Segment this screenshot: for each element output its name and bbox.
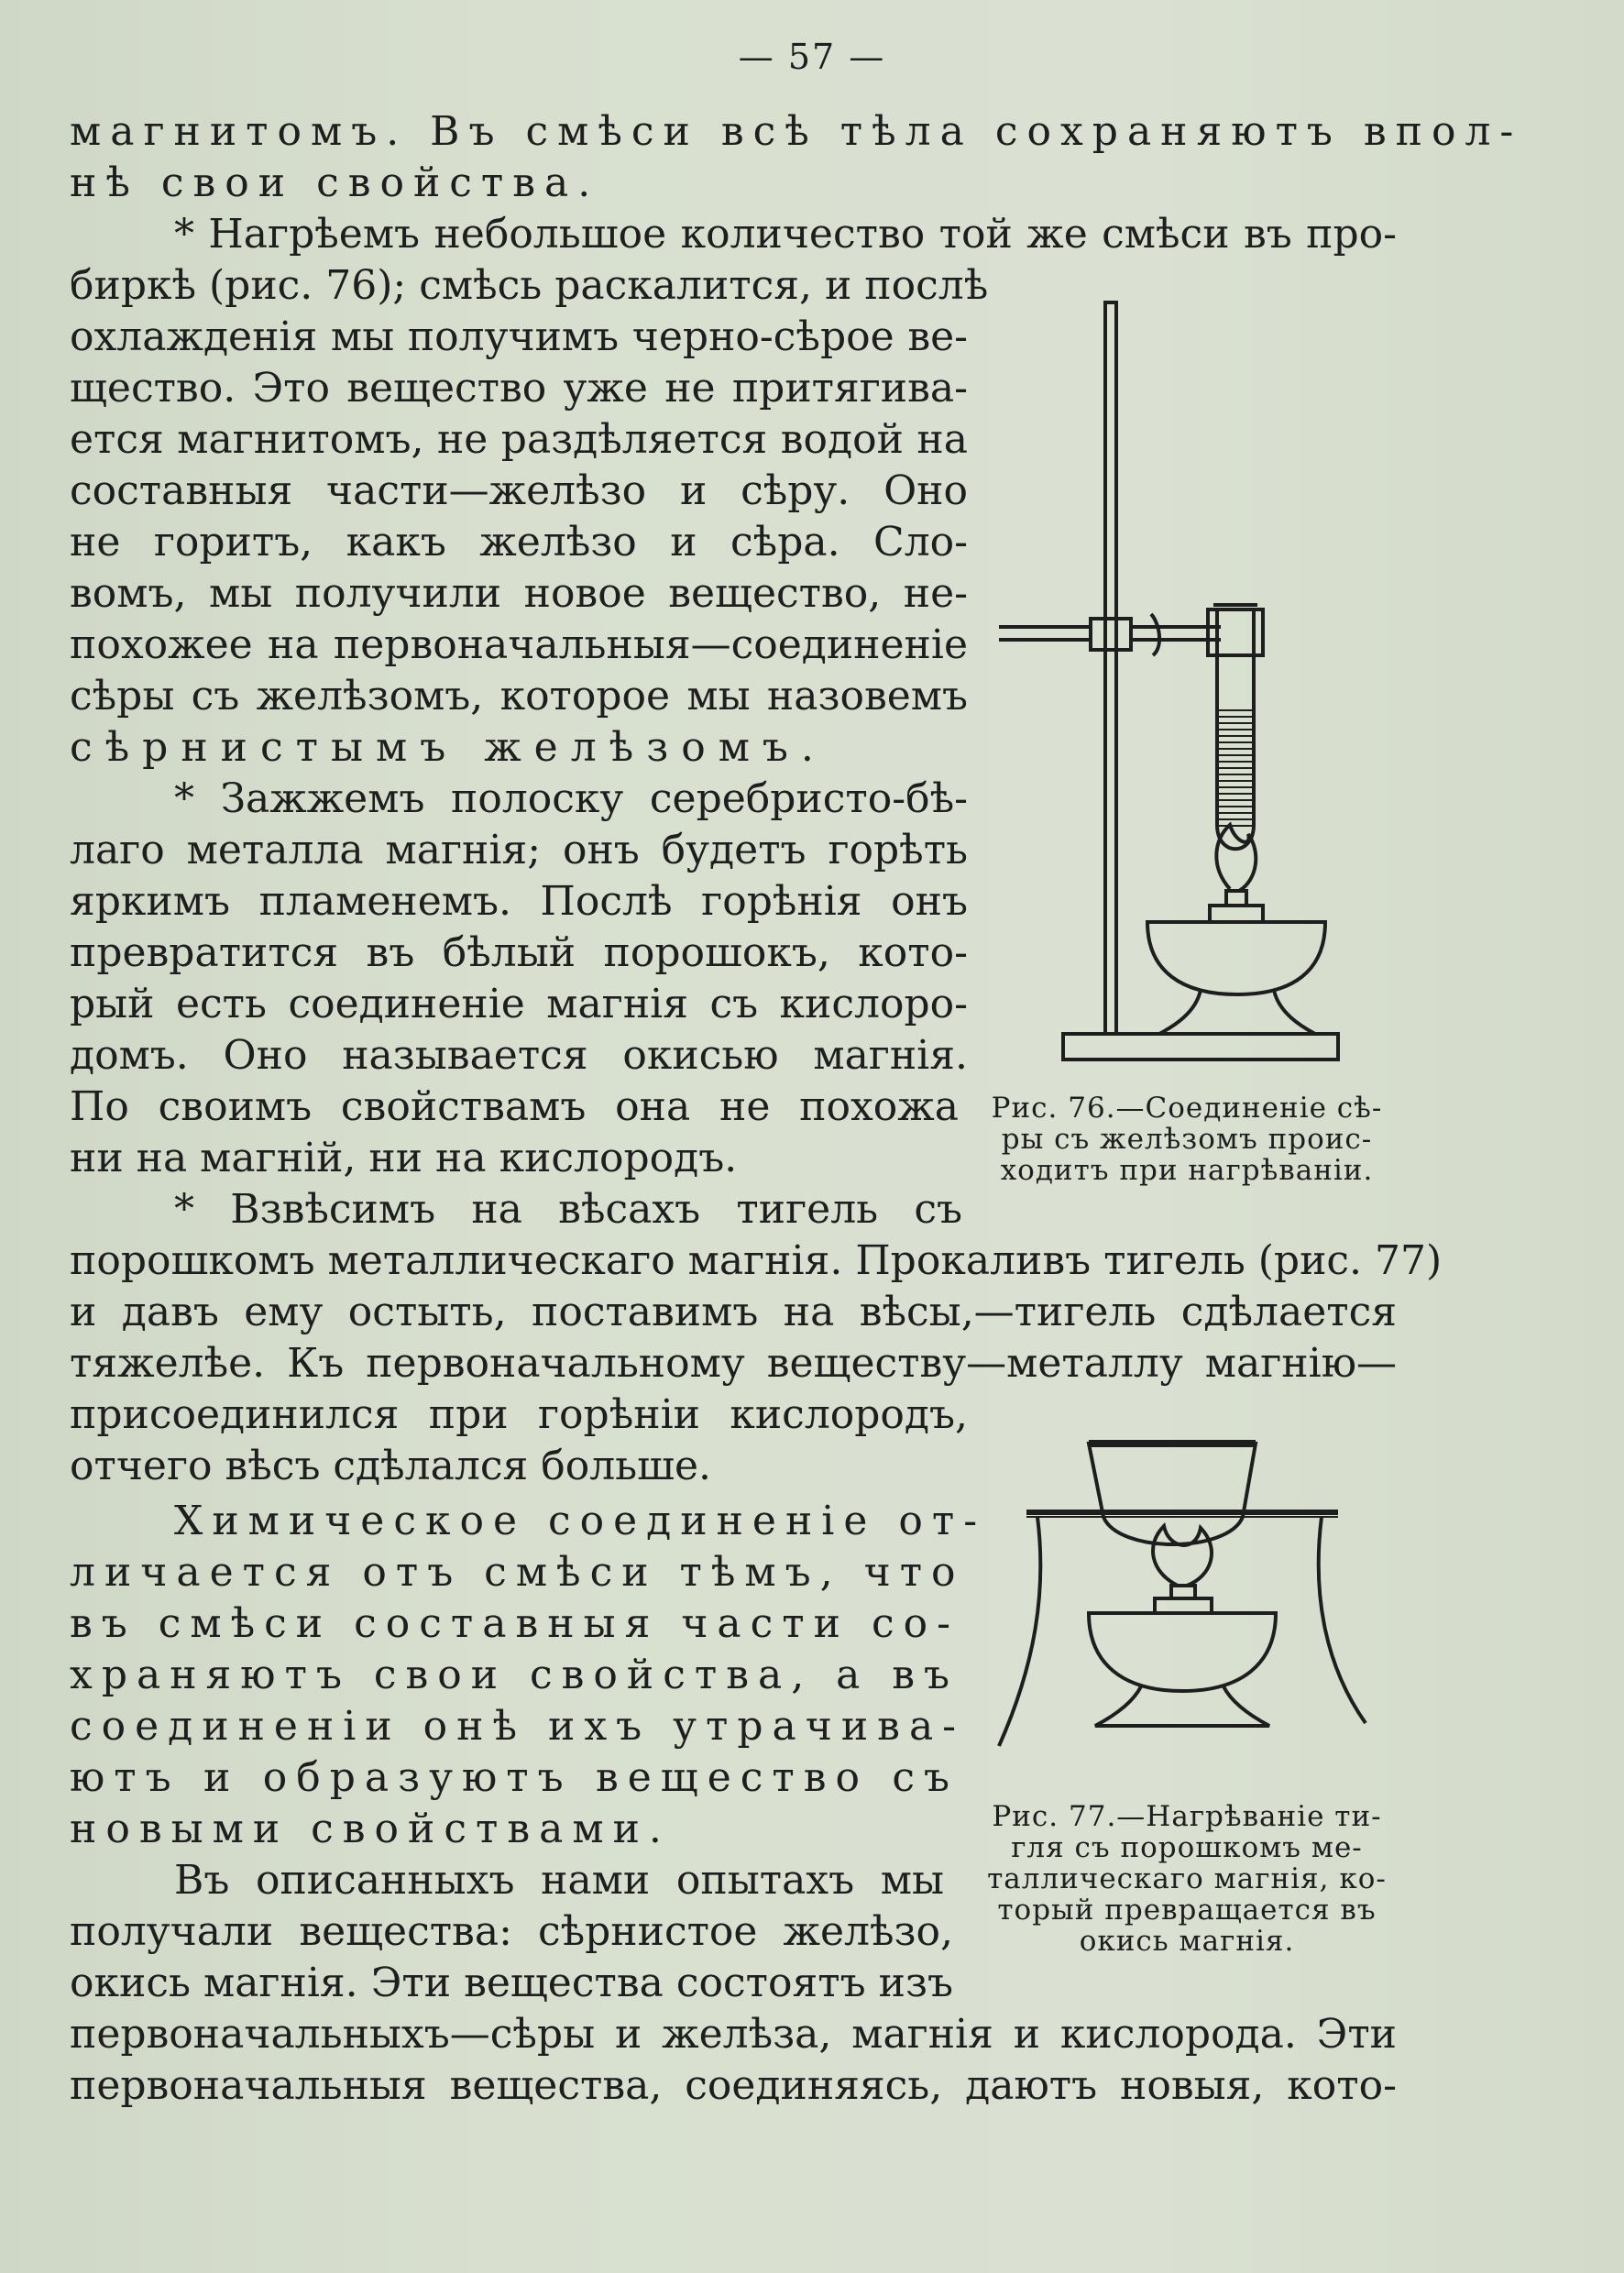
text-line: * Нагрѣемъ небольшое количество той же смѣси въ про- xyxy=(174,211,1397,258)
text-line: присоединился при горѣніи кислородъ, xyxy=(70,1391,968,1438)
text-line: яркимъ пламенемъ. Послѣ горѣнія онъ xyxy=(70,878,968,925)
figure-76-illustration xyxy=(990,293,1375,1072)
text-line: получали вещества: сѣрнистое желѣзо, xyxy=(70,1908,953,1955)
text-line: превратится въ бѣлый порошокъ, кото- xyxy=(70,929,968,976)
text-line: похожее на первоначальныя—соединеніе xyxy=(70,621,968,668)
text-line: составныя части—желѣзо и сѣру. Оно xyxy=(70,467,968,514)
figure-76-caption-line: ходитъ при нагрѣваніи. xyxy=(1000,1154,1374,1187)
text-line: не горитъ, какъ желѣзо и сѣра. Сло- xyxy=(70,519,968,566)
text-line: ни на магній, ни на кислородъ. xyxy=(70,1135,738,1181)
text-line: сѣрнистымъ желѣзомъ. xyxy=(70,724,827,771)
figure-77-caption-line: торый превращается въ xyxy=(997,1894,1377,1927)
figure-77-caption-line: гля съ порошкомъ ме- xyxy=(1011,1831,1363,1864)
figure-77-caption-line: Рис. 77.—Нагрѣваніе ти- xyxy=(992,1800,1382,1833)
page-number: — 57 — xyxy=(738,37,886,77)
figure-76-caption-line: ры съ желѣзомъ проис- xyxy=(1001,1123,1373,1156)
figure-76-caption-line: Рис. 76.—Соединеніе сѣ- xyxy=(991,1092,1383,1125)
text-line: магнитомъ. Въ смѣси всѣ тѣла сохраняютъ впол- xyxy=(70,108,1523,155)
text-line: рый есть соединеніе магнія съ кислоро- xyxy=(70,981,968,1027)
text-line: * Взвѣсимъ на вѣсахъ тигель съ xyxy=(174,1186,962,1233)
text-line: отчего вѣсъ сдѣлался больше. xyxy=(70,1443,712,1489)
text-line: первоначальныя вещества, соединяясь, даютъ новыя, кото- xyxy=(70,2062,1397,2109)
figure-77-caption-line: окись магнія. xyxy=(1079,1925,1295,1958)
text-line: первоначальныхъ—сѣры и желѣза, магнія и кислорода. Эти xyxy=(70,2011,1397,2058)
text-line: ется магнитомъ, не раздѣляется водой на xyxy=(70,416,968,463)
text-line: личается отъ смѣси тѣмъ, что xyxy=(70,1549,965,1596)
text-line: соединеніи онѣ ихъ утрачива- xyxy=(70,1703,966,1750)
text-line: порошкомъ металлическаго магнія. Прокаливъ тигель (рис. 77) xyxy=(70,1237,1443,1284)
text-line: Химическое соединеніе от- xyxy=(174,1498,987,1544)
text-line: и давъ ему остыть, поставимъ на вѣсы,—тигель сдѣлается xyxy=(70,1289,1397,1335)
text-line: Въ описанныхъ нами опытахъ мы xyxy=(174,1857,944,1904)
figure-77-illustration xyxy=(981,1425,1384,1764)
text-line: въ смѣси составныя части со- xyxy=(70,1600,960,1647)
text-line: лаго металла магнія; онъ будетъ горѣть xyxy=(70,827,968,873)
text-line: щество. Это вещество уже не притягива- xyxy=(70,365,968,412)
text-line: ютъ и образуютъ вещество съ xyxy=(70,1754,959,1801)
text-line: домъ. Оно называется окисью магнія. xyxy=(70,1032,968,1079)
text-line: окись магнія. Эти вещества состоятъ изъ xyxy=(70,1960,953,2006)
text-line: нѣ свои свойства. xyxy=(70,159,600,206)
text-line: новыми свойствами. xyxy=(70,1806,671,1852)
text-line: По своимъ свойствамъ она не похожа xyxy=(70,1083,959,1130)
text-line: тяжелѣе. Къ первоначальному веществу—металлу магнію— xyxy=(70,1340,1397,1387)
text-line: * Зажжемъ полоску серебристо-бѣ- xyxy=(174,775,968,822)
text-line: храняютъ свои свойства, а въ xyxy=(70,1652,959,1698)
text-line: охлажденія мы получимъ черно-сѣрое ве- xyxy=(70,313,968,360)
text-line: вомъ, мы получили новое вещество, не- xyxy=(70,570,968,617)
text-line: сѣры съ желѣзомъ, которое мы назовемъ xyxy=(70,673,968,719)
text-line: биркѣ (рис. 76); смѣсь раскалится, и послѣ xyxy=(70,262,989,309)
figure-77-caption-line: таллическаго магнія, ко- xyxy=(987,1862,1387,1895)
